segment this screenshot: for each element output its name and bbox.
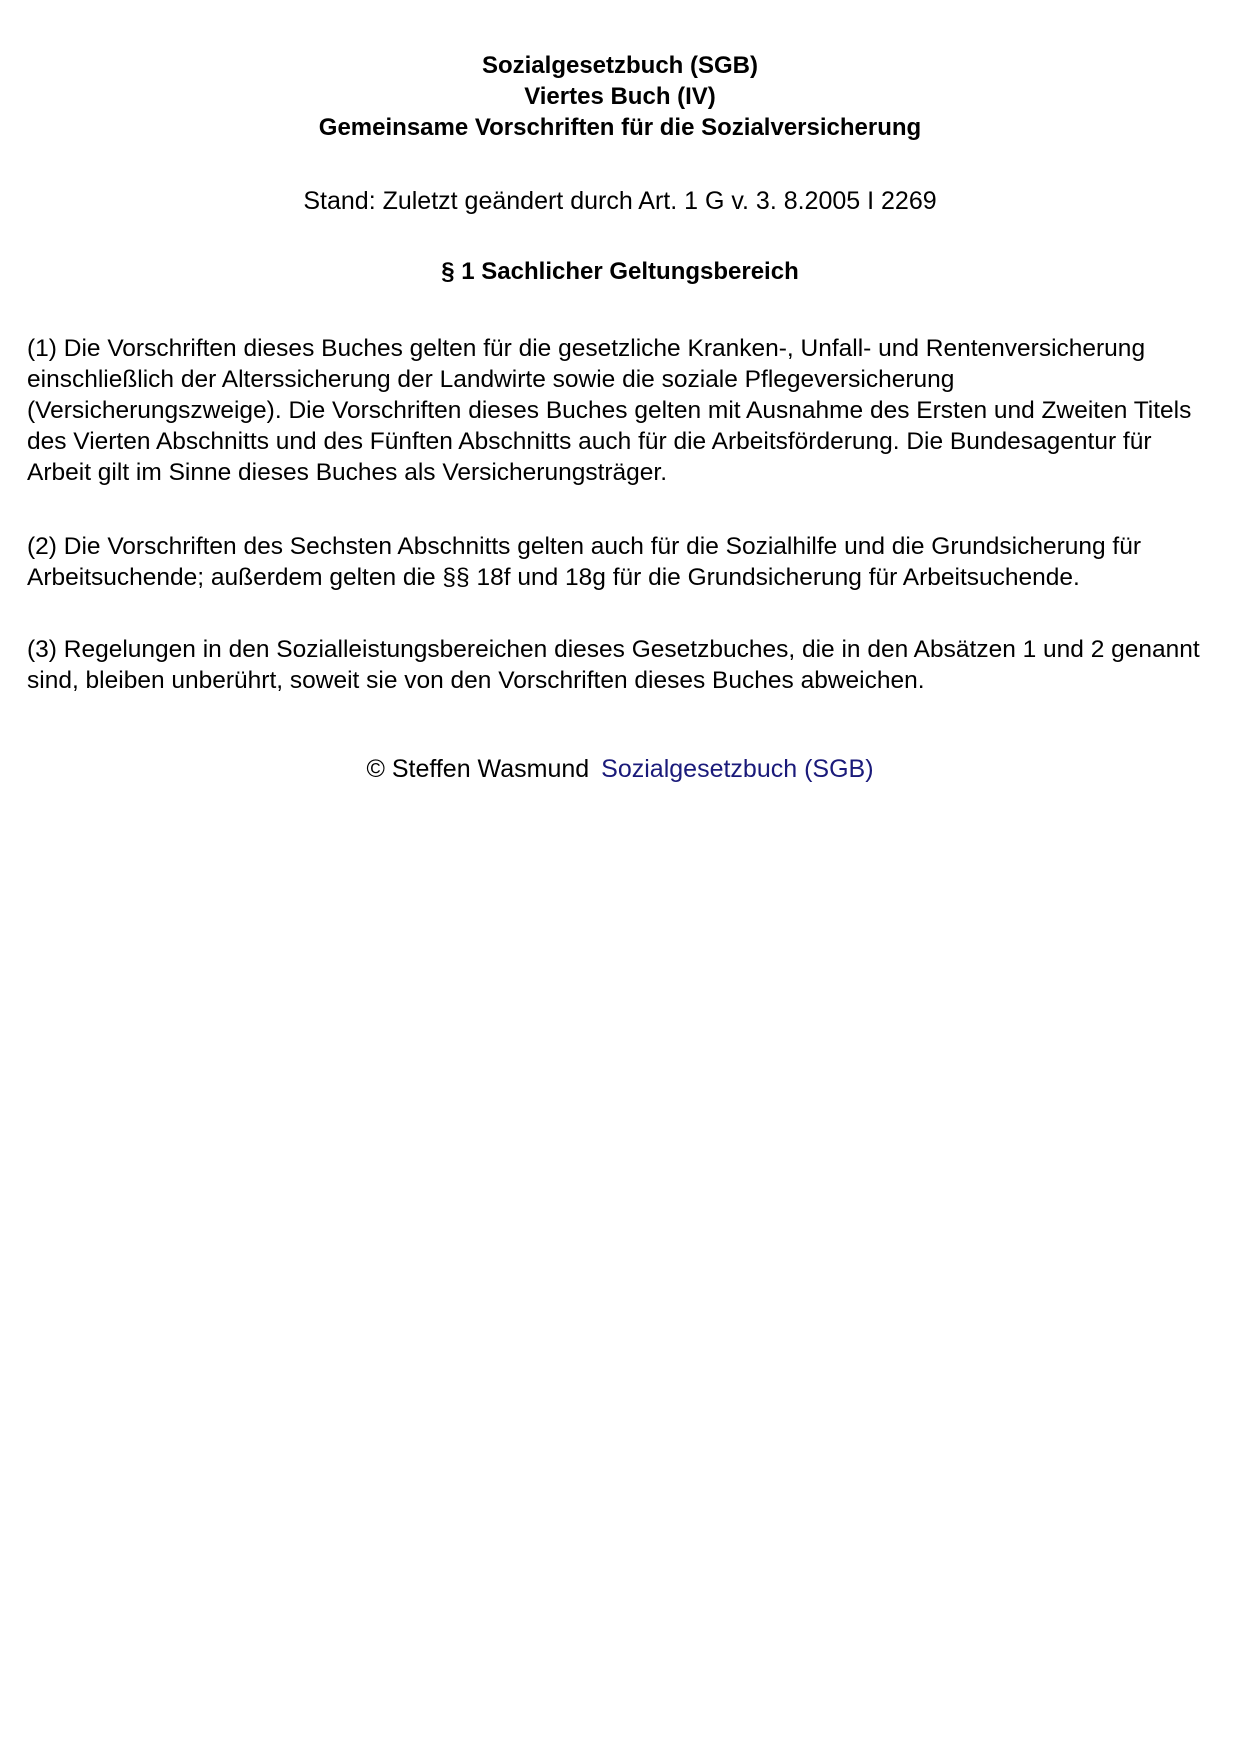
header-title: Sozialgesetzbuch (SGB) — [481, 52, 759, 79]
sgb-link[interactable]: Sozialgesetzbuch (SGB) — [601, 755, 874, 783]
document-header — [0, 50, 1240, 143]
paragraph-2: (2) Die Vorschriften des Sechsten Abschnitts gelten auch für die Sozialhilfe und die Grundsicherung für Arbeitsuchende; außerdem gelten die §§ 18f und 18g für die Grundsicherung für Arbeitsuchende. — [27, 533, 1142, 591]
paragraph-1: (1) Die Vorschriften dieses Buches gelten für die gesetzliche Kranken-, Unfall- und Rentenversicherung einschließlich der Alterssicherung der Landwirte sowie die soziale Pflegeversicherung (Versicherungszweige). Die Vorschriften dieses Buches gelten mit Ausnahme des Ersten und Zweiten Titels des Vierten Abschnitts und des Fünften Abschnitts auch für die Arbeitsförderung. Die Bundesagentur für Arbeit gilt im Sinne dieses Buches als Versicherungsträger. — [27, 335, 1192, 486]
paragraph-3: (3) Regelungen in den Sozialleistungsbereichen dieses Gesetzbuches, die in den Absätzen 1 und 2 genannt sind, bleiben unberührt, soweit sie von den Vorschriften dieses Buches abweichen. — [27, 636, 1200, 694]
footer — [0, 754, 1240, 785]
stand-notice: Stand: Zuletzt geändert durch Art. 1 G v. 3. 8.2005 I 2269 — [303, 187, 937, 215]
header-description: Gemeinsame Vorschriften für die Sozialversicherung — [318, 114, 922, 141]
section-title: § 1 Sachlicher Geltungsbereich — [441, 258, 799, 285]
header-subtitle: Viertes Buch (IV) — [524, 83, 716, 110]
copyright-text: © Steffen Wasmund — [366, 755, 590, 783]
